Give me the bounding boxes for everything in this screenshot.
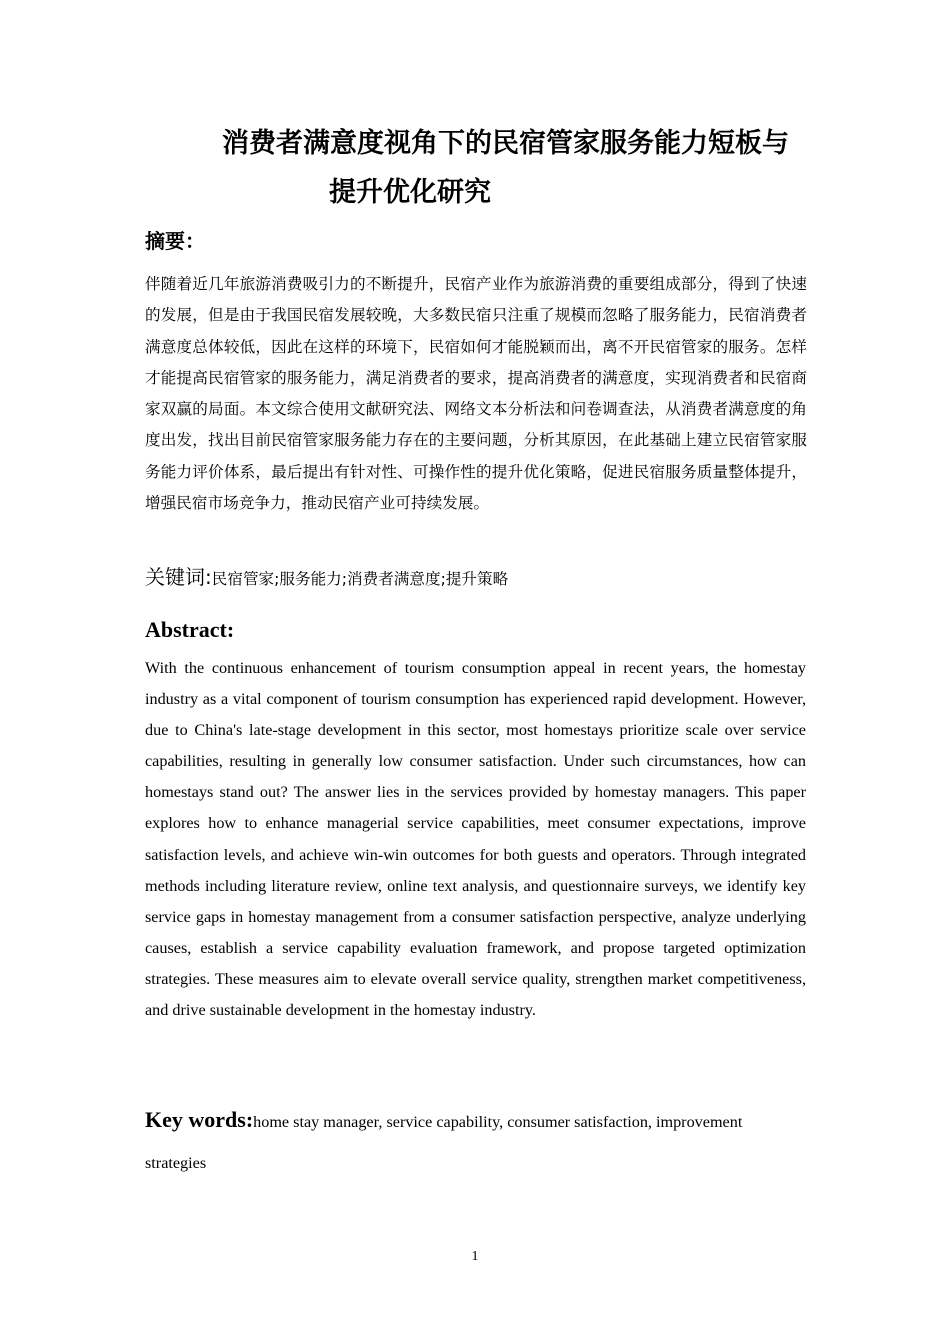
chinese-abstract-heading: 摘要： xyxy=(145,229,205,253)
chinese-keywords-label: 关键词: xyxy=(145,565,212,589)
english-abstract-heading: Abstract: xyxy=(145,617,235,642)
english-keywords xyxy=(145,1099,806,1184)
english-keywords-label: Key words: xyxy=(145,1107,254,1132)
page-number: 1 xyxy=(471,1249,479,1264)
chinese-keywords xyxy=(145,561,807,595)
chinese-keywords-text: 民宿管家;服务能力;消费者满意度;提升策略 xyxy=(211,570,509,588)
paper-title-line-1: 消费者满意度视角下的民宿管家服务能力短板与 xyxy=(222,128,789,159)
english-keywords-text: home stay manager, service capability, consumer satisfaction, improvement strategies xyxy=(145,1113,743,1172)
chinese-abstract-body: 伴随着近几年旅游消费吸引力的不断提升，民宿产业作为旅游消费的重要组成部分，得到了快速的发展，但是由于我国民宿发展较晚，大多数民宿只注重了规模而忽略了服务能力，民宿消费者满意度总体较低，因此在这样的环境下，民宿如何才能脱颖而出，离不开民宿管家的服务。怎样才能提高民宿管家的服务能力，满足消费者的要求，提高消费者的满意度，实现消费者和民宿商家双赢的局面。本文综合使用文献研究法、网络文本分析法和问卷调查法，从消费者满意度的角度出发，找出目前民宿管家服务能力存在的主要问题，分析其原因，在此基础上建立民宿管家服务能力评价体系，最后提出有针对性、可操作性的提升优化策略，促进民宿服务质量整体提升，增强民宿市场竞争力，推动民宿产业可持续发展。 xyxy=(145,275,807,513)
english-abstract-body: With the continuous enhancement of tourism consumption appeal in recent years, the homestay industry as a vital component of tourism consumption has experienced rapid development. However, due to China's late-stage development in this sector, most homestays prioritize scale over service capabilities, resulting in generally low consumer satisfaction. Under such circumstances, how can homestays stand out? The answer lies in the services provided by homestay managers. This paper explores how to enhance managerial service capabilities, meet consumer expectations, improve satisfaction levels, and achieve win-win outcomes for both guests and operators. Through integrated methods including literature review, online text analysis, and questionnaire surveys, we identify key service gaps in homestay management from a consumer satisfaction perspective, analyze underlying causes, establish a service capability evaluation framework, and propose targeted optimization strategies. These measures aim to elevate overall service quality, strengthen market competitiveness, and drive sustainable development in the homestay industry. xyxy=(145,659,806,1020)
paper-title-line-2: 提升优化研究 xyxy=(329,177,491,208)
